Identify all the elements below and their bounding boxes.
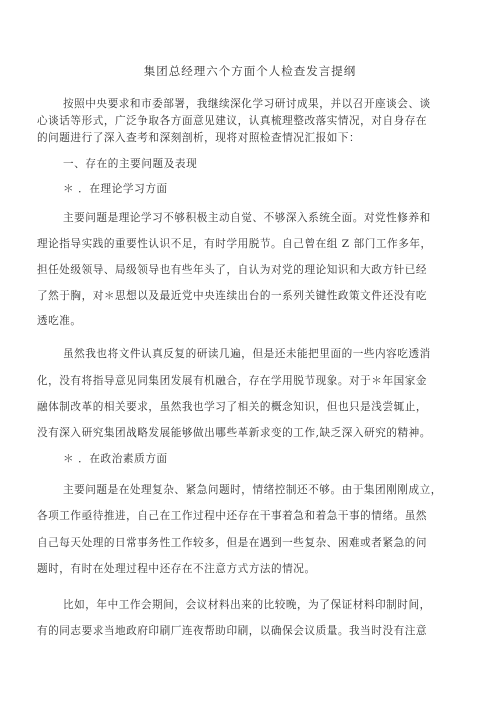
reading-line-2: 化，没有将指导意见同集团发展有机融合，存在学用脱节现象。对于＊年国家金 xyxy=(37,375,428,387)
reading-line-4: 没有深入研究集团战略发展能够做出哪些革新求变的工作,缺乏深入研究的精神。 xyxy=(37,427,431,439)
example-line-1: 比如，年中工作会期间，会议材料出来的比较晚，为了保证材料印制时间， xyxy=(63,599,431,611)
section-one-heading: 一、存在的主要问题及表现 xyxy=(63,158,198,170)
political-line-4: 题时，有时在处理过程中还存在不注意方式方法的情况。 xyxy=(37,563,316,575)
reading-line-3: 融体制改革的相关要求，虽然我也学习了相关的概念知识，但也只是浅尝辄止， xyxy=(37,401,428,413)
example-line-2: 有的同志要求当地政府印刷厂连夜帮助印刷，以确保会议质量。我当时没有注意 xyxy=(37,625,428,637)
political-line-1: 主要问题是在处理复杂、紧急问题时，情绪控制还不够。由于集团刚刚成立， xyxy=(63,484,442,496)
theory-line-1: 主要问题是理论学习不够积极主动自觉、不够深入系统全面。对党性修养和 xyxy=(63,212,431,224)
document-title: 集团总经理六个方面个人检查发言提纲 xyxy=(143,64,357,78)
theory-line-5: 透吃准。 xyxy=(37,315,82,327)
intro-line-3: 的问题进行了深入查考和深刻剖析，现将对照检查情况汇报如下： xyxy=(37,132,361,144)
political-line-2: 各项工作亟待推进，自己在工作过程中还存在干事着急和着急干事的情绪。虽然 xyxy=(37,510,428,522)
intro-line-2: 心谈话等形式，广泛争取各方面意见建议，认真梳理整改落实情况，对自身存在 xyxy=(37,115,428,127)
intro-line-1: 按照中央要求和市委部署，我继续深化学习研讨成果，并以召开座谈会、谈 xyxy=(63,98,431,110)
theory-line-3: 担任处级领导、局级领导也有些年头了，自认为对党的理论知识和大政方针已经 xyxy=(37,264,428,276)
subsection-theory-heading: ＊ ．在理论学习方面 xyxy=(63,183,168,195)
theory-line-2: 理论指导实践的重要性认识不足，有时学用脱节。自己曾在组 Z 部门工作多年， xyxy=(37,238,432,250)
reading-line-1: 虽然我也将文件认真反复的研读几遍，但是还未能把里面的一些内容吃透消 xyxy=(63,348,431,360)
political-line-3: 自己每天处理的日常事务性工作较多，但是在遇到一些复杂、困难或者紧急的问 xyxy=(37,537,428,549)
theory-line-4: 了然于胸，对＊思想以及最近党中央连续出台的一系列关键性政策文件还没有吃 xyxy=(37,290,428,302)
subsection-political-heading: ＊ ．在政治素质方面 xyxy=(63,453,168,465)
